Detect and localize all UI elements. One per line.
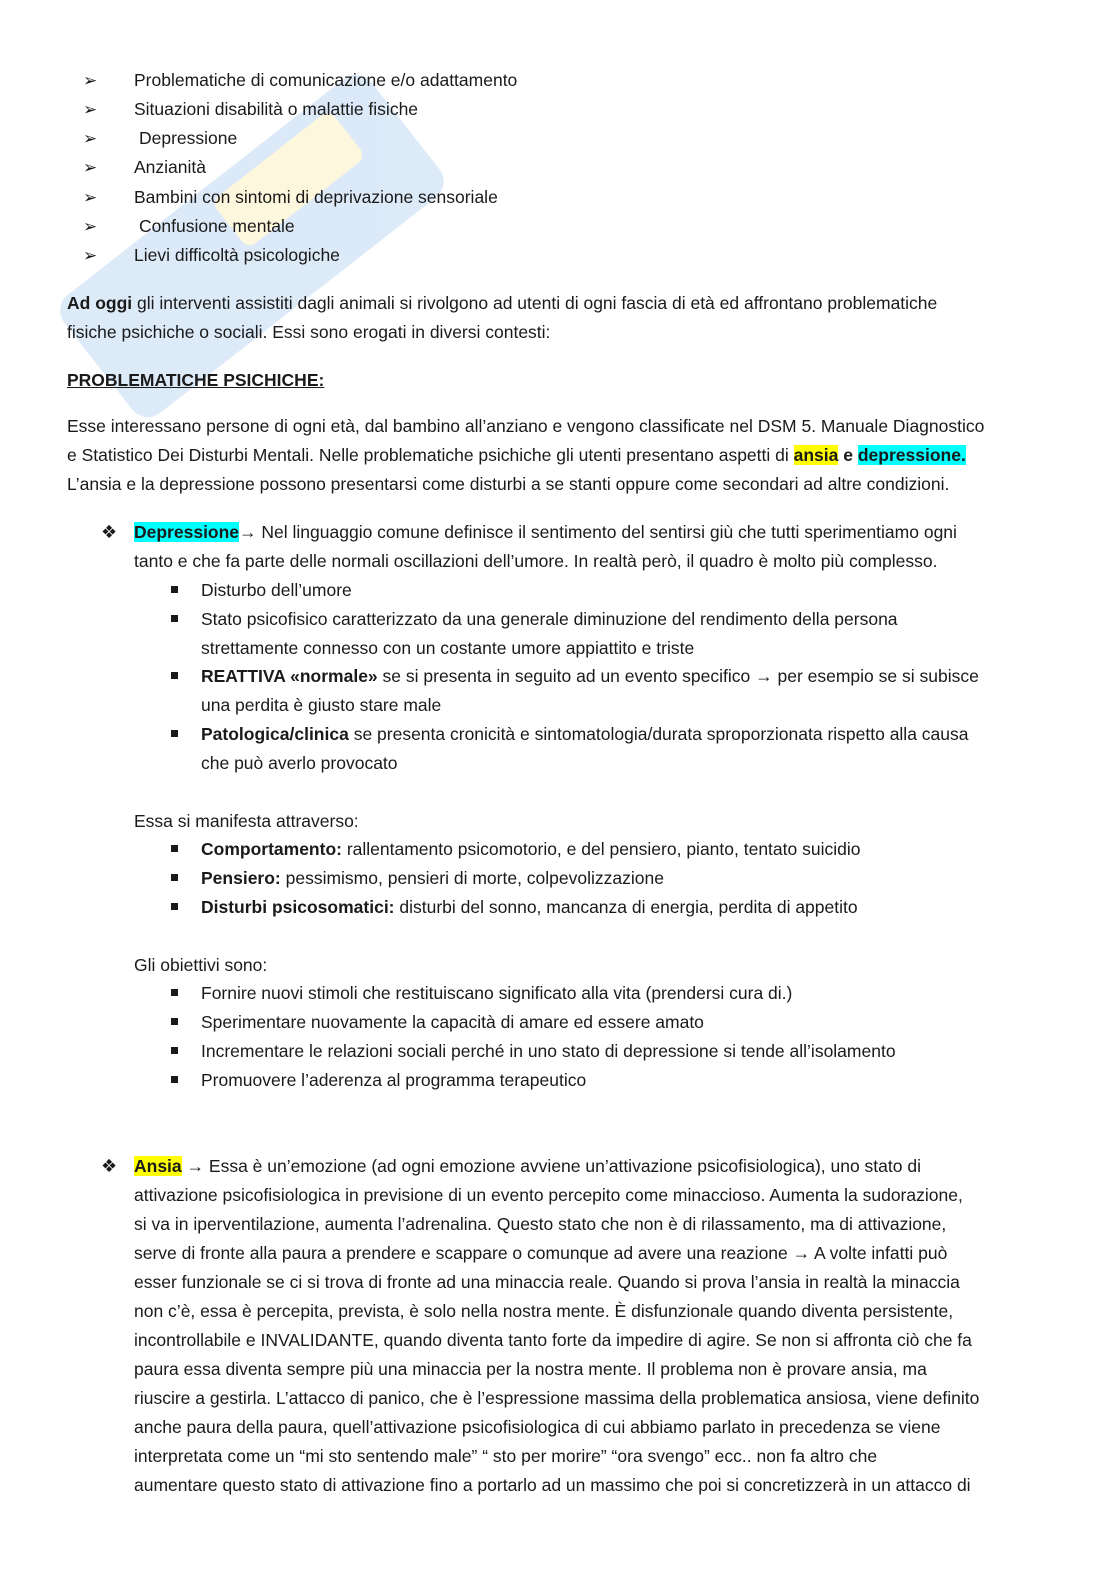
list-item: Stato psicofisico caratterizzato da una generale diminuzione del rendimento della persona — [201, 609, 898, 629]
list-item: Disturbo dell’umore — [201, 580, 352, 600]
depressione-line: tanto e che fa parte delle normali oscillazioni dell’umore. In realtà però, il quadro è molto più complesso. — [134, 551, 938, 571]
intro-line: fisiche psichiche o sociali. Essi sono erogati in diversi contesti: — [67, 322, 551, 342]
arrow-icon: → — [239, 522, 257, 542]
square-bullet-icon — [171, 989, 178, 996]
section-heading: PROBLEMATICHE PSICHICHE: — [67, 370, 325, 390]
square-bullet-icon — [171, 874, 178, 881]
ansia-highlight: ansia — [793, 445, 839, 465]
depressione-highlight: depressione. — [857, 445, 966, 465]
square-bullet-icon — [171, 586, 178, 593]
list-item: strettamente connesso con un costante umore appiattito e triste — [201, 638, 695, 658]
list-item-bold: Disturbi psicosomatici: — [201, 897, 395, 917]
list-item-bold: Patologica/clinica — [201, 724, 349, 744]
list-item: Confusione mentale — [139, 216, 295, 236]
list-item: rallentamento psicomotorio, e del pensiero, pianto, tentato suicidio — [341, 839, 861, 859]
ansia-line: si va in iperventilazione, aumenta l’adrenalina. Questo stato che non è di rilassamento, ma di attivazione, — [134, 1214, 947, 1234]
arrow-bullet-icon: ➢ — [83, 246, 98, 265]
list-item: Fornire nuovi stimoli che restituiscano significato alla vita (prendersi cura di.) — [201, 983, 793, 1003]
ansia-line: non c’è, essa è percepita, prevista, è solo nella nostra mente. È disfunzionale quando diventa persistente, — [134, 1301, 954, 1321]
square-bullet-icon — [171, 1076, 178, 1083]
square-bullet-icon — [171, 1047, 178, 1054]
arrow-bullet-icon: ➢ — [83, 188, 98, 207]
ansia-line: Essa è un’emozione (ad ogni emozione avviene un’attivazione psicofisiologica), uno stato di — [204, 1156, 921, 1176]
ansia-line: incontrollabile e INVALIDANTE, quando diventa tanto forte da impedire di agire. Se non si affronta ciò che fa — [134, 1330, 972, 1350]
arrow-bullet-icon: ➢ — [83, 129, 98, 148]
ansia-title: Ansia — [134, 1156, 182, 1176]
ansia-line: aumentare questo stato di attivazione fino a portarlo ad un massimo che poi si concretizzerà in un attacco di — [134, 1475, 971, 1495]
depressione-title: Depressione — [134, 522, 240, 542]
square-bullet-icon — [171, 615, 178, 622]
psych-line: Esse interessano persone di ogni età, dal bambino all’anziano e vengono classificate nel DSM 5. Manuale Diagnostico — [67, 416, 985, 436]
list-item: una perdita è giusto stare male — [201, 695, 442, 715]
depressione-line: Nel linguaggio comune definisce il sentimento del sentirsi giù che tutti sperimentiamo ogni — [256, 522, 957, 542]
list-item: disturbi del sonno, mancanza di energia, perdita di appetito — [394, 897, 858, 917]
ansia-line: interpretata come un “mi sto sentendo male” “ sto per morire” “ora svengo” ecc.. non fa altro che — [134, 1446, 878, 1466]
square-bullet-icon — [171, 903, 178, 910]
square-bullet-icon — [171, 672, 178, 679]
list-item: Incrementare le relazioni sociali perché in uno stato di depressione si tende all’isolamento — [201, 1041, 896, 1061]
diamond-bullet-icon: ❖ — [101, 1156, 118, 1176]
list-item: Bambini con sintomi di deprivazione sensoriale — [134, 187, 498, 207]
square-bullet-icon — [171, 1018, 178, 1025]
arrow-icon: → — [181, 1156, 205, 1176]
list-item-bold: Pensiero: — [201, 868, 281, 888]
list-item: Anzianità — [134, 157, 206, 177]
list-item-bold: Comportamento: — [201, 839, 342, 859]
arrow-bullet-icon: ➢ — [83, 71, 98, 90]
list-item: che può averlo provocato — [201, 753, 398, 773]
psych-conjunction: e — [838, 445, 858, 465]
manifesta-label: Essa si manifesta attraverso: — [134, 811, 359, 831]
list-item: Lievi difficoltà psicologiche — [134, 245, 340, 265]
list-item-bold: REATTIVA «normale» — [201, 666, 378, 686]
diamond-bullet-icon: ❖ — [101, 522, 118, 542]
list-item: se si presenta in seguito ad un evento specifico → per esempio se si subisce — [377, 666, 979, 686]
list-item: pessimismo, pensieri di morte, colpevolizzazione — [280, 868, 664, 888]
square-bullet-icon — [171, 730, 178, 737]
psych-line: L’ansia e la depressione possono presentarsi come disturbi a se stanti oppure come secondari ad altre condizioni. — [67, 474, 950, 494]
ansia-line: riuscire a gestirla. L’attacco di panico, che è l’espressione massima della problematica ansiosa, viene definito — [134, 1388, 980, 1408]
square-bullet-icon — [171, 845, 178, 852]
list-item: Sperimentare nuovamente la capacità di amare ed essere amato — [201, 1012, 704, 1032]
arrow-bullet-icon: ➢ — [83, 100, 98, 119]
arrow-bullet-icon: ➢ — [83, 158, 98, 177]
arrow-bullet-icon: ➢ — [83, 217, 98, 236]
list-item: Situazioni disabilità o malattie fisiche — [134, 99, 419, 119]
list-item: Problematiche di comunicazione e/o adattamento — [134, 70, 518, 90]
list-item: Depressione — [139, 128, 238, 148]
obiettivi-label: Gli obiettivi sono: — [134, 955, 268, 975]
intro-line: gli interventi assistiti dagli animali si rivolgono ad utenti di ogni fascia di età ed affrontano problematiche — [132, 293, 938, 313]
ansia-line: paura essa diventa sempre più una minaccia per la nostra mente. Il problema non è provare ansia, ma — [134, 1359, 927, 1379]
ansia-line: anche paura della paura, quell’attivazione psicofisiologica di cui abbiamo parlato in precedenza se viene — [134, 1417, 941, 1437]
psych-line: e Statistico Dei Disturbi Mentali. Nelle problematiche psichiche gli utenti presentano aspetti di — [67, 445, 794, 465]
list-item: Promuovere l’aderenza al programma terapeutico — [201, 1070, 587, 1090]
ansia-line: attivazione psicofisiologica in previsione di un evento percepito come minaccioso. Aumenta la sudorazione, — [134, 1185, 963, 1205]
ansia-line: serve di fronte alla paura a prendere e scappare o comunque ad avere una reazione → A volte infatti può — [134, 1243, 948, 1263]
intro-bold: Ad oggi — [67, 293, 133, 313]
ansia-line: esser funzionale se ci si trova di fronte ad una minaccia reale. Quando si prova l’ansia in realtà la minaccia — [134, 1272, 960, 1292]
list-item: se presenta cronicità e sintomatologia/durata sproporzionata rispetto alla causa — [348, 724, 969, 744]
